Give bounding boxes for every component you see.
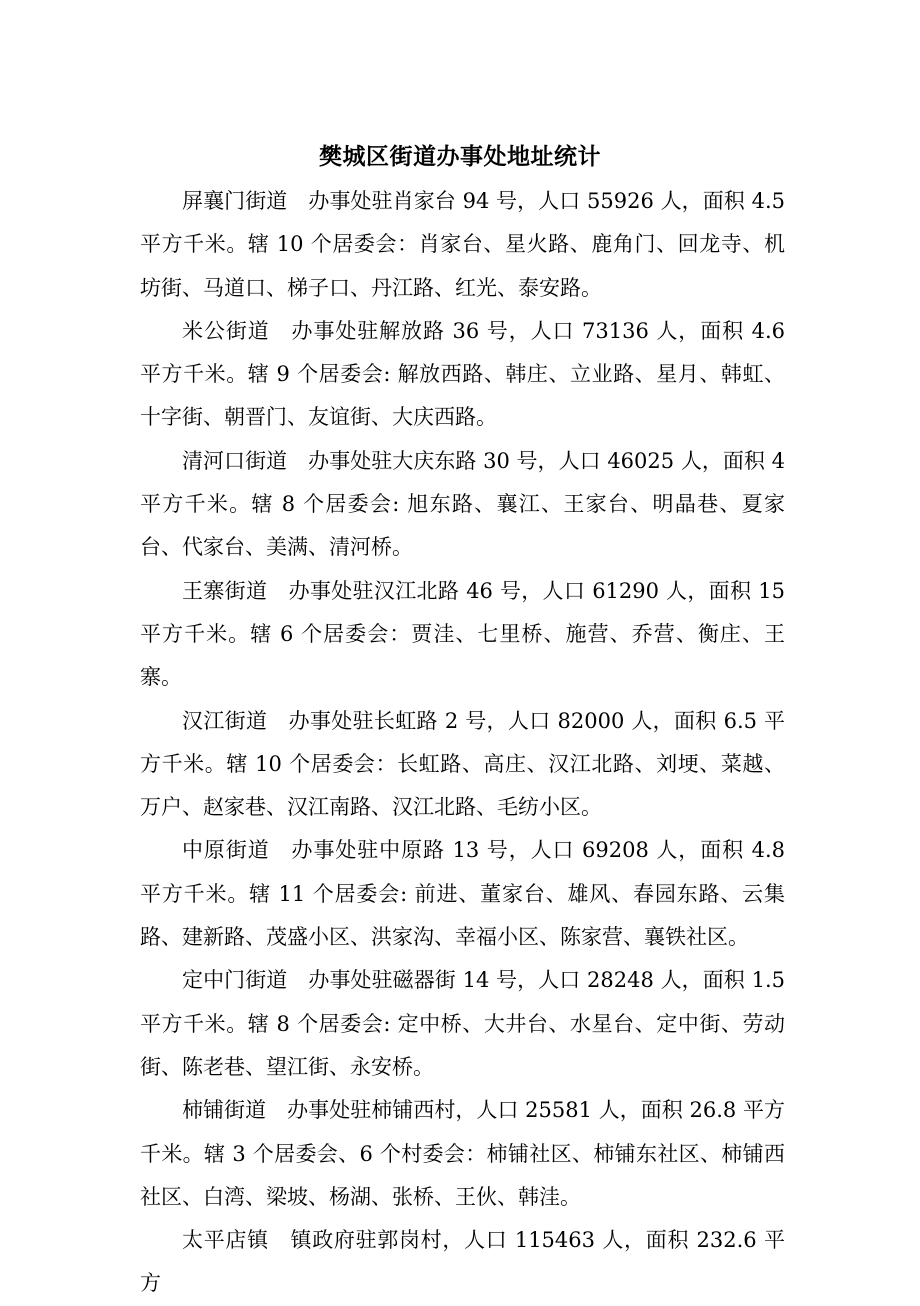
district-description: 办事处驻大庆东路 30 号，人口 46025 人，面积 4 平方千米。辖 8 个居委会: 旭东路、襄江、王家台、明晶巷、夏家台、代家台、美满、清河桥。	[140, 448, 786, 560]
district-name: 柿铺街道	[182, 1098, 267, 1123]
paragraph-entry	[140, 570, 785, 700]
district-description: 办事处驻长虹路 2 号，人口 82000 人，面积 6.5 平方千米。辖 10 个居委会：长虹路、高庄、汉江北路、刘埂、菜越、万户、赵家巷、汉江南路、汉江北路、毛纺小区。	[140, 708, 785, 820]
district-name: 中原街道	[182, 838, 270, 863]
district-name: 定中门街道	[182, 968, 288, 993]
document-body	[140, 180, 785, 1306]
paragraph-entry	[140, 829, 785, 959]
paragraph-entry	[140, 440, 785, 570]
district-name: 汉江街道	[182, 708, 268, 733]
district-name: 王寨街道	[182, 578, 268, 603]
district-description: 办事处驻中原路 13 号，人口 69208 人，面积 4.8 平方千米。辖 11 个居委会: 前进、董家台、雄风、春园东路、云集路、建新路、茂盛小区、洪家沟、幸福小区、陈家营、襄铁社区。	[140, 838, 785, 950]
paragraph-entry	[140, 1089, 785, 1219]
document-title: 樊城区街道办事处地址统计	[319, 143, 601, 170]
district-description: 镇政府驻郭岗村，人口 115463 人，面积 232.6 平方	[140, 1228, 786, 1296]
district-name: 清河口街道	[182, 448, 288, 473]
paragraph-entry	[140, 1219, 785, 1306]
district-description: 办事处驻汉江北路 46 号，人口 61290 人，面积 15 平方千米。辖 6 个居委会：贾洼、七里桥、施营、乔营、衡庄、王寨。	[140, 578, 786, 690]
district-description: 办事处驻解放路 36 号，人口 73136 人，面积 4.6 平方千米。辖 9 个居委会: 解放西路、韩庄、立业路、星月、韩虹、十字街、朝晋门、友谊街、大庆西路。	[140, 318, 785, 430]
paragraph-entry	[140, 310, 785, 440]
paragraph-entry	[140, 700, 785, 830]
paragraph-entry	[140, 180, 785, 310]
district-name: 屏襄门街道	[182, 189, 288, 213]
district-description: 办事处驻柿铺西村，人口 25581 人，面积 26.8 平方千米。辖 3 个居委会、6 个村委会：柿铺社区、柿铺东社区、柿铺西社区、白湾、梁坡、杨湖、张桥、王伙、韩洼。	[140, 1098, 786, 1209]
district-name: 米公街道	[182, 318, 270, 343]
district-description: 办事处驻肖家台 94 号，人口 55926 人，面积 4.5 平方千米。辖 10 个居委会：肖家台、星火路、鹿角门、回龙寺、机坊街、马道口、梯子口、丹江路、红光、泰安路。	[140, 189, 785, 300]
district-description: 办事处驻磁器街 14 号，人口 28248 人，面积 1.5 平方千米。辖 8 个居委会: 定中桥、大井台、水星台、定中街、劳动街、陈老巷、望江街、永安桥。	[140, 968, 785, 1079]
paragraph-entry	[140, 959, 785, 1089]
district-name: 太平店镇	[182, 1228, 269, 1253]
